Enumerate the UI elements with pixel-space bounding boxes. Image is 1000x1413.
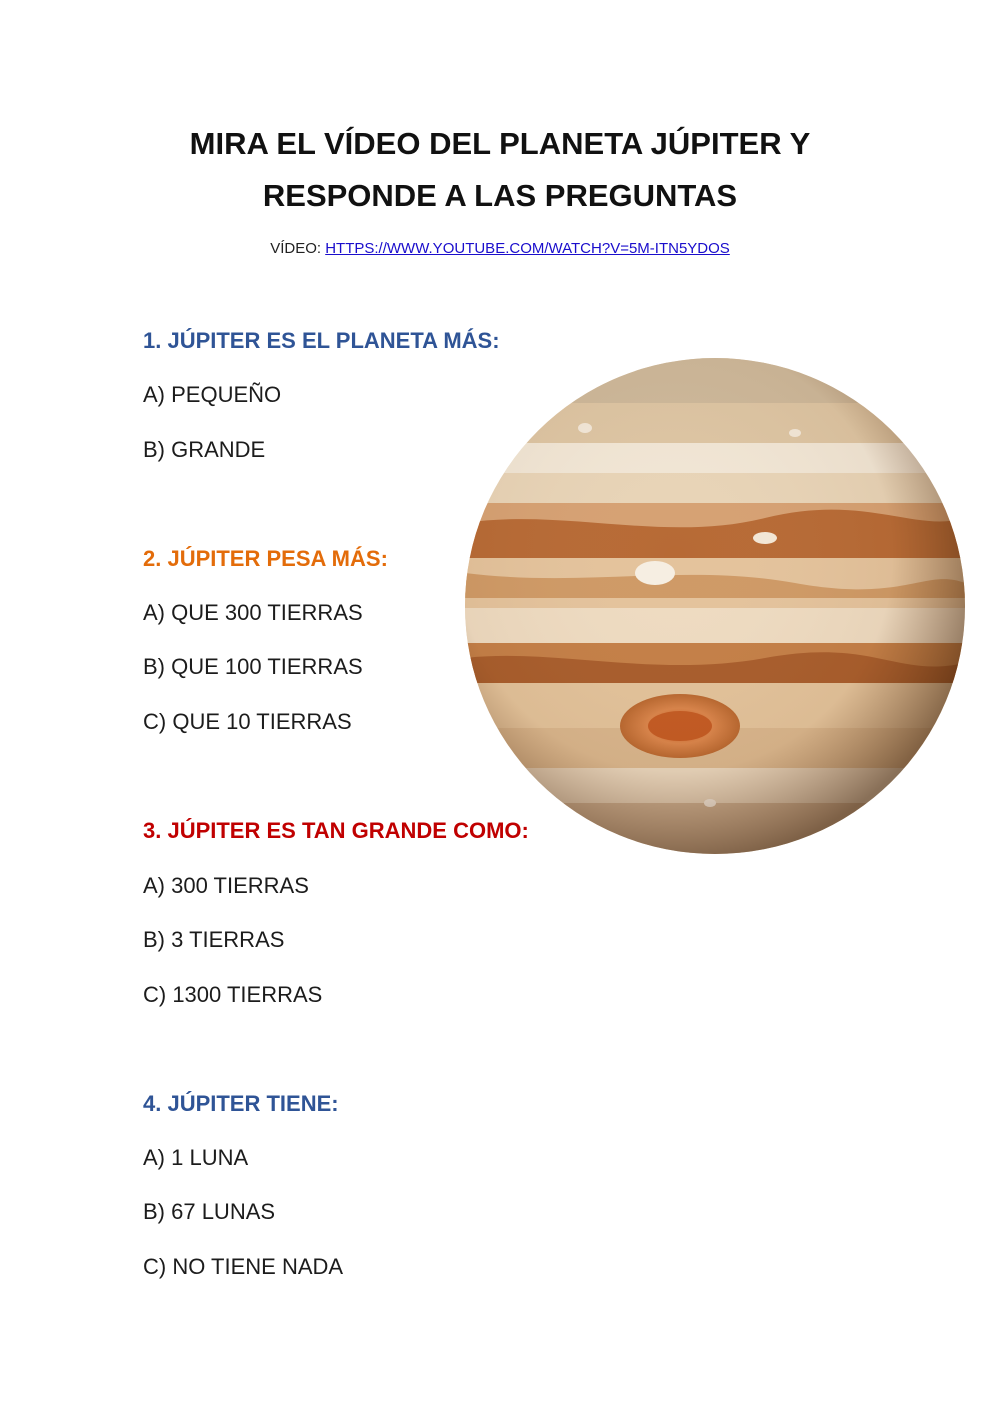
question-4: 4. JÚPITER TIENE:: [143, 1091, 339, 1116]
question-4-option-b[interactable]: B) 67 LUNAS: [143, 1199, 276, 1224]
question-3-option-a[interactable]: A) 300 TIERRAS: [143, 873, 309, 898]
jupiter-planet-image: [465, 358, 965, 854]
question-3-option-c[interactable]: C) 1300 TIERRAS: [143, 982, 323, 1007]
question-3: 3. JÚPITER ES TAN GRANDE COMO:: [143, 818, 529, 843]
question-3-option-b[interactable]: B) 3 TIERRAS: [143, 927, 285, 952]
question-4-option-a[interactable]: A) 1 LUNA: [143, 1145, 249, 1170]
question-1: 1. JÚPITER ES EL PLANETA MÁS:: [143, 328, 500, 353]
video-label: VÍDEO:: [270, 240, 326, 257]
question-2-option-a[interactable]: A) QUE 300 TIERRAS: [143, 600, 363, 625]
question-1-option-b[interactable]: B) GRANDE: [143, 437, 266, 462]
question-4-option-c[interactable]: C) NO TIENE NADA: [143, 1254, 344, 1279]
video-reference: [0, 240, 1000, 257]
question-2-option-c[interactable]: C) QUE 10 TIERRAS: [143, 709, 352, 734]
question-2-option-b[interactable]: B) QUE 100 TIERRAS: [143, 654, 363, 679]
question-2: 2. JÚPITER PESA MÁS:: [143, 546, 388, 571]
question-1-option-a[interactable]: A) PEQUEÑO: [143, 382, 282, 407]
title-line-2: RESPONDE A LAS PREGUNTAS: [262, 178, 738, 213]
video-link[interactable]: HTTPS://WWW.YOUTUBE.COM/WATCH?V=5M-ITN5YDOS: [325, 240, 730, 257]
page-title: [0, 118, 1000, 222]
title-line-1: MIRA EL VÍDEO DEL PLANETA JÚPITER Y: [189, 126, 811, 161]
